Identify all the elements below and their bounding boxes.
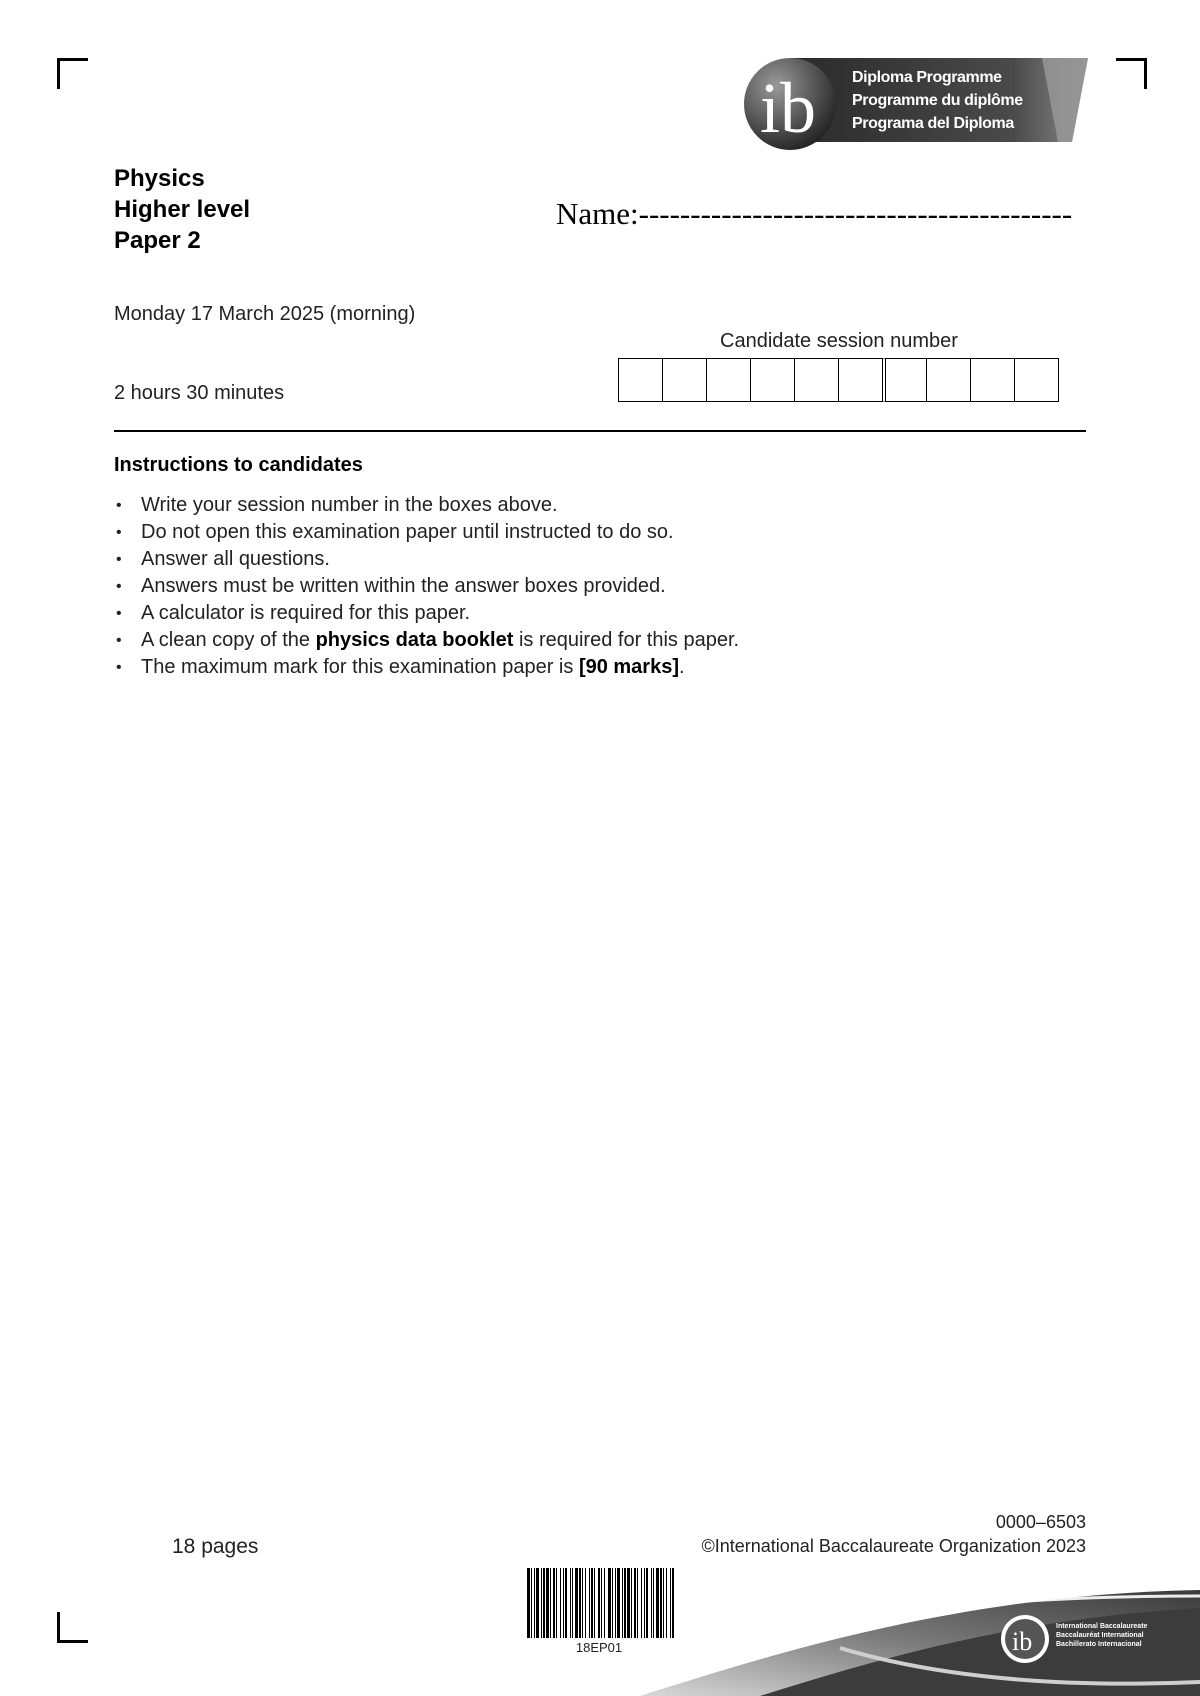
instruction-item: • Answer all questions. [114, 546, 739, 573]
barcode-bar [575, 1568, 578, 1638]
barcode-bar [598, 1568, 600, 1638]
name-field[interactable]: Name:------------------------------------------ [556, 196, 1073, 231]
data-booklet-emphasis: physics data booklet [315, 629, 514, 651]
barcode-bar [534, 1568, 535, 1638]
instruction-item [114, 654, 739, 681]
barcode-bar [615, 1568, 616, 1638]
instruction-text: A clean copy of the [141, 629, 316, 651]
barcode-bar [563, 1568, 564, 1638]
svg-text:ib: ib [1012, 1627, 1033, 1656]
barcode-bar [553, 1568, 555, 1638]
barcode-bar [543, 1568, 545, 1638]
paper-code: 0000–6503 [995, 1512, 1086, 1532]
barcode-bar [531, 1568, 532, 1638]
max-marks-emphasis: [90 marks] [578, 656, 679, 678]
crop-mark-bottom-left [57, 1612, 88, 1643]
barcode-bar [634, 1568, 636, 1638]
barcode-bar [541, 1568, 542, 1638]
header-divider [114, 430, 1086, 432]
subject-block [114, 163, 250, 256]
subject-level: Higher level [114, 196, 251, 223]
candidate-session-label: Candidate session number [720, 330, 958, 352]
barcode-bar [622, 1568, 623, 1638]
crop-mark-top-right [1116, 58, 1147, 89]
svg-text:ib: ib [760, 68, 817, 148]
session-digit-box[interactable] [882, 358, 927, 402]
exam-date: Monday 17 March 2025 (morning) [114, 303, 416, 325]
barcode-bar [527, 1568, 530, 1638]
paper-number: Paper 2 [114, 227, 201, 254]
barcode-bar [637, 1568, 638, 1638]
instruction-text: is required for this paper. [513, 629, 740, 651]
barcode-bar [604, 1568, 605, 1638]
barcode-bar [591, 1568, 593, 1638]
barcode-bar [556, 1568, 557, 1638]
instructions-title: Instructions to candidates [114, 454, 363, 476]
barcode-bar [594, 1568, 595, 1638]
session-digit-box[interactable] [838, 358, 883, 402]
instruction-text: . [679, 656, 685, 678]
instructions-list [114, 492, 739, 681]
barcode-bar [570, 1568, 571, 1638]
session-digit-box[interactable] [1014, 358, 1059, 402]
barcode-bar [612, 1568, 613, 1638]
instruction-item: • Do not open this examination paper until instructed to do so. [114, 519, 739, 546]
barcode-bar [560, 1568, 561, 1638]
instruction-text: The maximum mark for this examination paper is [141, 656, 579, 678]
programme-name-es: Programa del Diploma [852, 115, 1014, 132]
instruction-item: • Answers must be written within the answer boxes provided. [114, 573, 739, 600]
barcode-bar [546, 1568, 549, 1638]
barcode-bar [550, 1568, 551, 1638]
barcode-bar [582, 1568, 583, 1638]
instruction-item: • A calculator is required for this paper. [114, 600, 739, 627]
barcode-bar [565, 1568, 567, 1638]
crop-mark-top-left [57, 58, 88, 89]
session-digit-box[interactable] [706, 358, 751, 402]
session-digit-box[interactable] [926, 358, 971, 402]
page-count: 18 pages [172, 1535, 259, 1558]
barcode-bar [627, 1568, 630, 1638]
session-digit-box[interactable] [750, 358, 795, 402]
barcode-bar [589, 1568, 590, 1638]
session-digit-box[interactable] [662, 358, 707, 402]
barcode-bar [572, 1568, 573, 1638]
barcode-bar [585, 1568, 586, 1638]
programme-name-en: Diploma Programme [852, 69, 1002, 86]
instruction-item [114, 627, 739, 654]
session-digit-box[interactable] [970, 358, 1015, 402]
exam-duration: 2 hours 30 minutes [114, 382, 285, 404]
barcode-label: 18EP01 [575, 1640, 623, 1655]
copyright-notice: ©International Baccalaureate Organization 2023 [701, 1536, 1086, 1556]
barcode-bar [536, 1568, 539, 1638]
org-name-es: Bachillerato Internacional [1056, 1641, 1142, 1648]
ib-org-names [1056, 1622, 1147, 1649]
org-name-fr: Baccalauréat International [1056, 1632, 1144, 1639]
session-digit-box[interactable] [618, 358, 663, 402]
barcode-bar [631, 1568, 632, 1638]
barcode-bar [617, 1568, 620, 1638]
session-digit-box[interactable] [794, 358, 839, 402]
barcode-bar [624, 1568, 626, 1638]
programme-names [852, 66, 1023, 135]
barcode-bar [608, 1568, 611, 1638]
subject-title: Physics [114, 165, 205, 192]
instruction-item: • Write your session number in the boxes above. [114, 492, 739, 519]
candidate-session-boxes [619, 358, 1059, 402]
barcode-bar [579, 1568, 581, 1638]
programme-name-fr: Programme du diplôme [852, 92, 1023, 109]
org-name-en: International Baccalaureate [1056, 1623, 1148, 1630]
barcode-bar [601, 1568, 602, 1638]
